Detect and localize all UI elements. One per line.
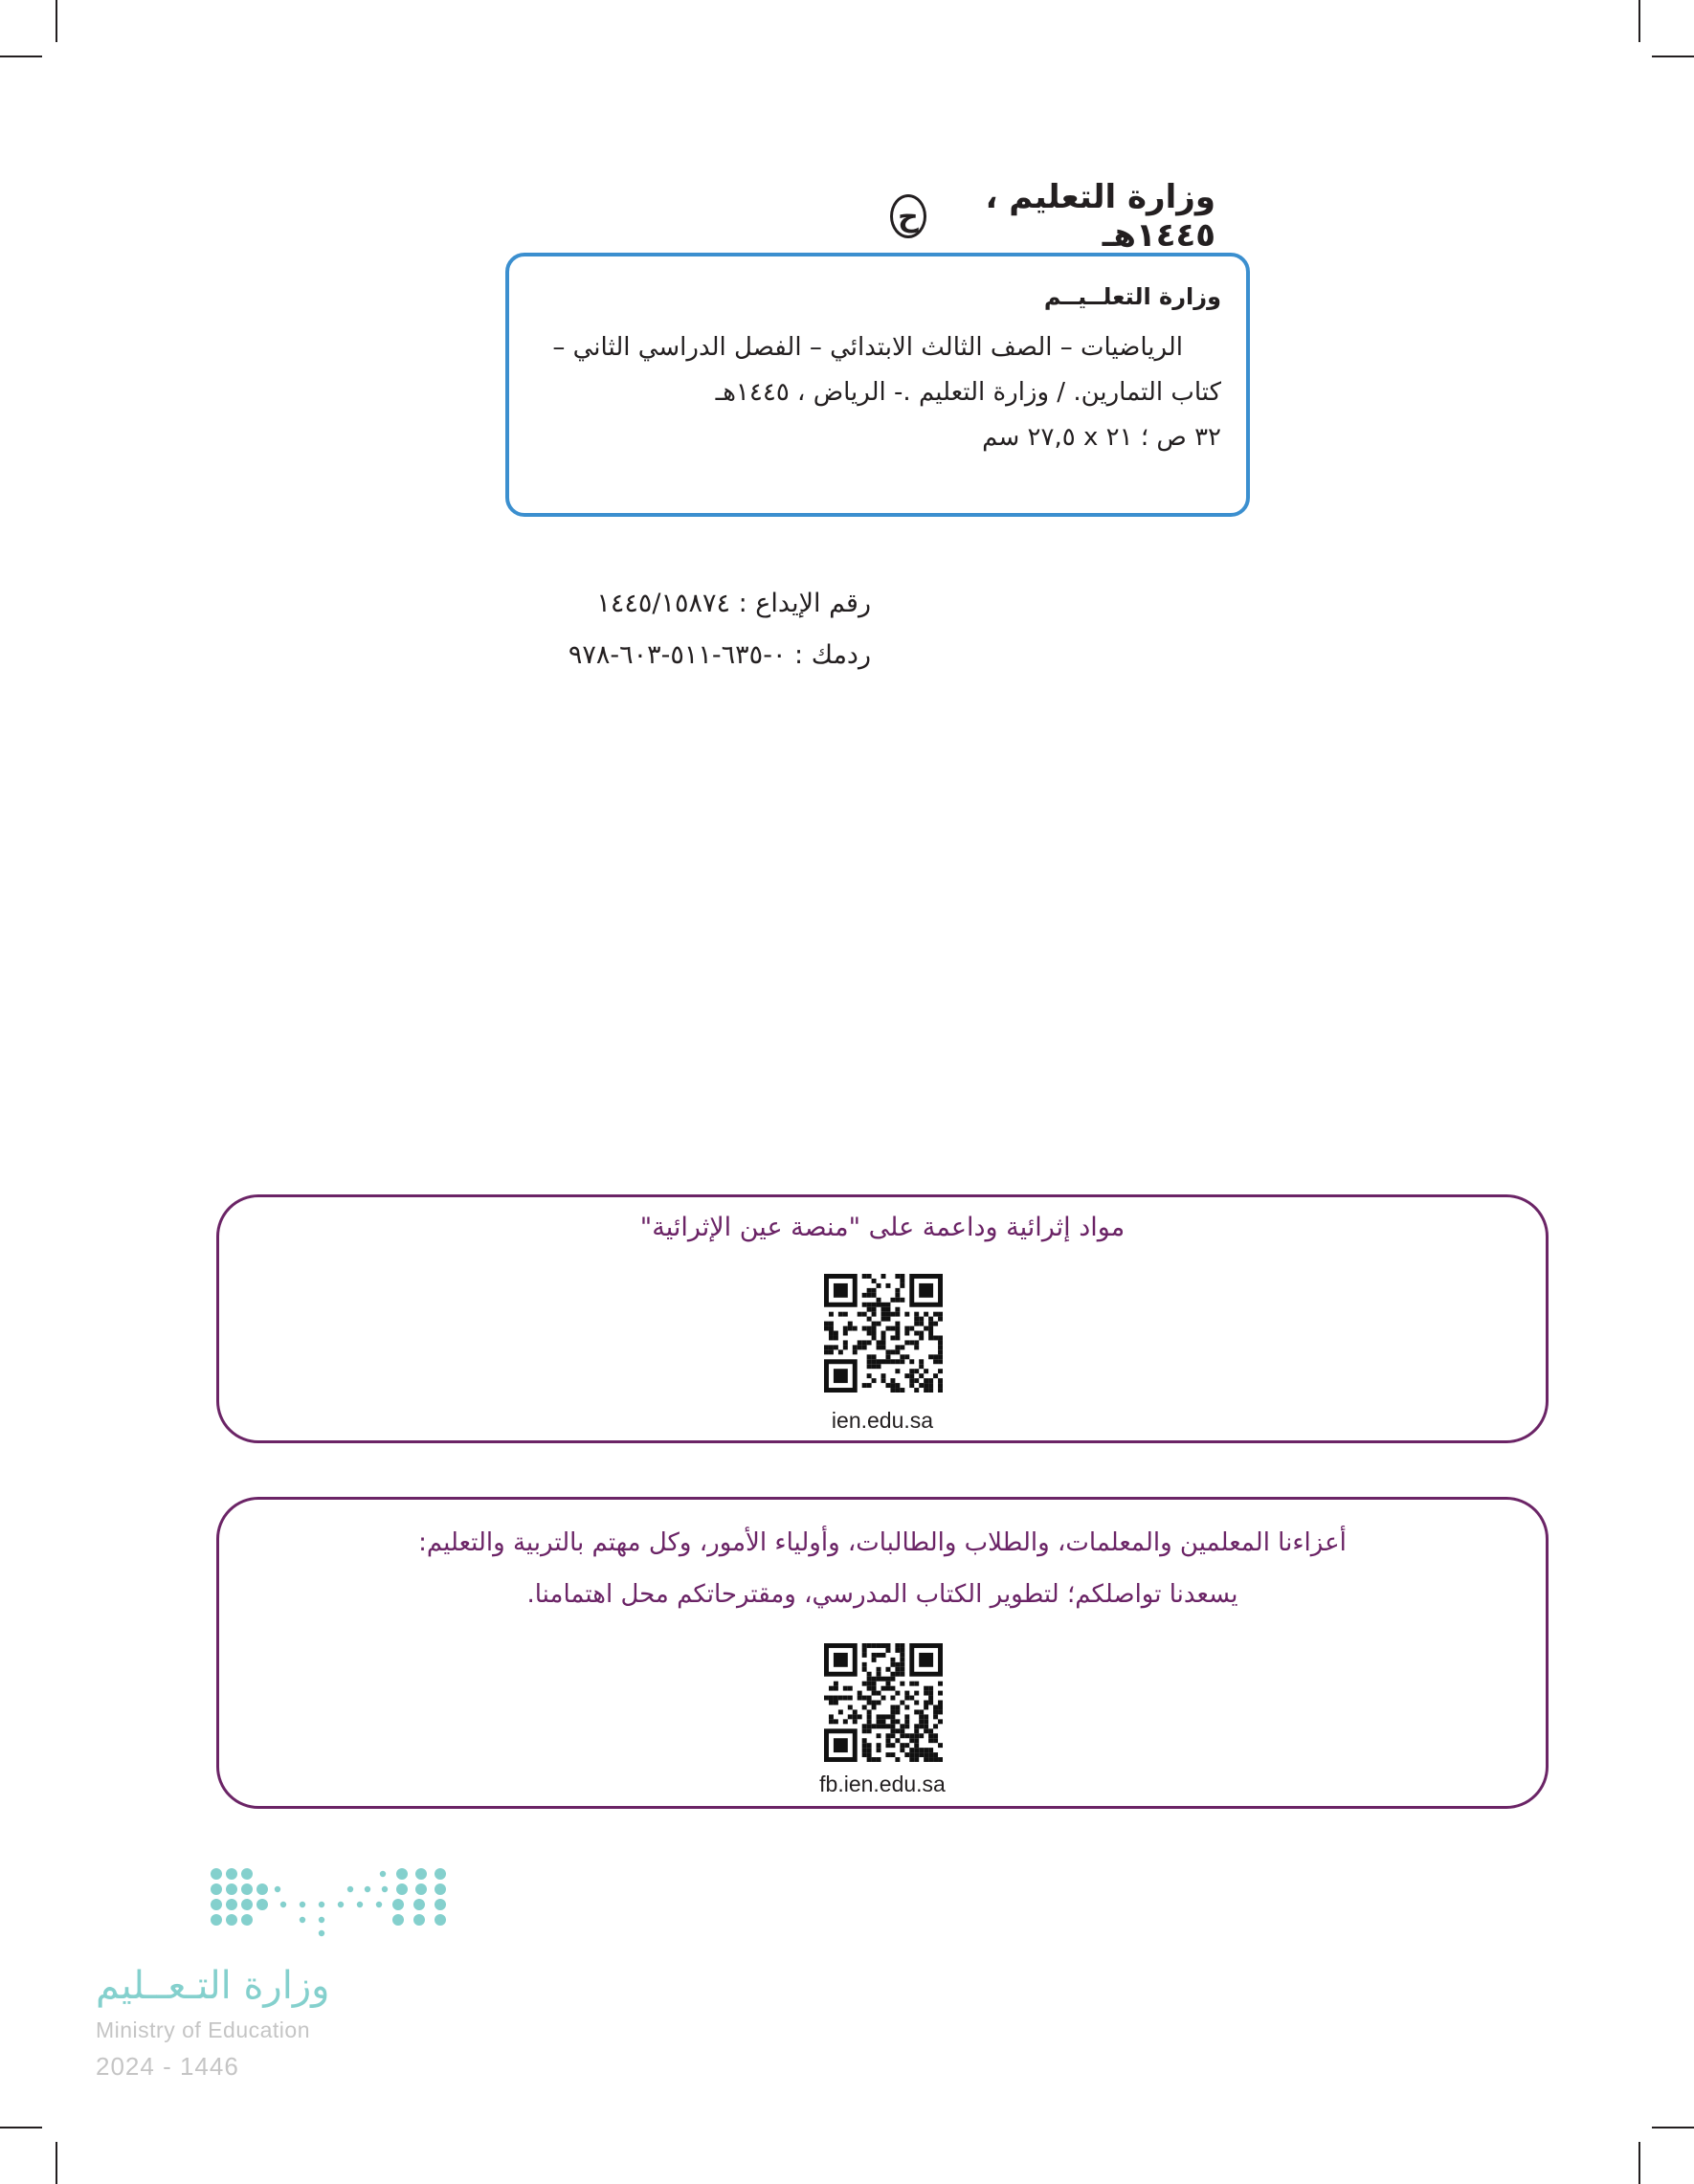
- cip-title: وزارة التعلــيــم: [1043, 283, 1221, 310]
- cataloguing-box: [505, 253, 1250, 517]
- logo-dot: [357, 1902, 363, 1907]
- qr-code-icon[interactable]: [824, 1274, 943, 1393]
- logo-dot: [211, 1899, 222, 1910]
- logo-dot: [226, 1868, 237, 1880]
- crop-mark: [1652, 56, 1694, 57]
- feedback-line-1: أعزاءنا المعلمين والمعلمات، والطلاب والطالبات، وأولياء الأمور، وكل مهتم بالتربية والتعليم:: [418, 1528, 1347, 1557]
- logo-dot: [435, 1899, 446, 1910]
- logo-dot: [396, 1883, 408, 1895]
- ministry-name-english: Ministry of Education: [96, 2017, 310, 2042]
- logo-dot: [415, 1883, 427, 1895]
- logo-dot: [211, 1914, 222, 1926]
- enrichment-url[interactable]: ien.edu.sa: [831, 1408, 934, 1433]
- logo-dot: [241, 1868, 253, 1880]
- logo-dot: [300, 1917, 305, 1923]
- crop-mark: [1638, 2142, 1640, 2184]
- enrichment-heading: مواد إثرائية وداعمة على "منصة عين الإثرائية": [639, 1213, 1126, 1242]
- crop-mark: [0, 56, 42, 57]
- logo-dot: [275, 1886, 280, 1892]
- ministry-name-arabic: وزارة التـعــليم: [96, 1964, 330, 2008]
- cip-line: كتاب التمارين. / وزارة التعليم .- الرياض ، ١٤٤٥هـ: [715, 378, 1221, 407]
- logo-dot: [280, 1902, 286, 1907]
- logo-dot: [382, 1886, 388, 1892]
- logo-dot: [319, 1930, 324, 1936]
- deposit-number: رقم الإيداع : ١٤٤٥/١٥٨٧٤: [596, 589, 871, 618]
- logo-dot: [241, 1899, 253, 1910]
- copyright-symbol: ح: [890, 194, 926, 238]
- cip-line: الرياضيات – الصف الثالث الابتدائي – الفصل الدراسي الثاني –: [552, 333, 1183, 362]
- deposit-info: [517, 578, 871, 681]
- logo-dot: [392, 1899, 404, 1910]
- logo-dot: [256, 1899, 268, 1910]
- logo-dot: [226, 1914, 237, 1926]
- logo-dot: [396, 1868, 408, 1880]
- logo-dot: [241, 1914, 253, 1926]
- logo-dot: [435, 1883, 446, 1895]
- ministry-logo-dots-icon: [207, 1866, 456, 1943]
- logo-dot: [380, 1871, 386, 1877]
- logo-dot: [338, 1902, 344, 1907]
- crop-mark: [1652, 2127, 1694, 2128]
- logo-dot: [226, 1899, 237, 1910]
- logo-dot: [319, 1902, 324, 1907]
- logo-dot: [241, 1883, 253, 1895]
- isbn-number: ردمك : ٠-٦٣٥-٥١١-٦٠٣-٩٧٨: [568, 640, 871, 670]
- logo-dot: [319, 1917, 324, 1923]
- copyright-notice: [890, 178, 1215, 255]
- logo-dot: [365, 1886, 370, 1892]
- logo-dot: [392, 1914, 404, 1926]
- feedback-line-2: يسعدنا تواصلكم؛ لتطوير الكتاب المدرسي، ومقترحاتكم محل اهتمامنا.: [526, 1580, 1238, 1609]
- feedback-panel: [216, 1497, 1549, 1809]
- edition-year: 2024 - 1446: [96, 2052, 239, 2081]
- logo-dot: [226, 1883, 237, 1895]
- logo-dot: [413, 1914, 425, 1926]
- logo-dot: [256, 1883, 268, 1895]
- crop-mark: [56, 2142, 57, 2184]
- cip-line: ٣٢ ص ؛ ٢١ x ٢٧,٥ سم: [982, 423, 1221, 452]
- logo-dot: [415, 1868, 427, 1880]
- crop-mark: [1638, 0, 1640, 42]
- logo-dot: [435, 1868, 446, 1880]
- logo-dot: [211, 1883, 222, 1895]
- enrichment-panel: [216, 1194, 1549, 1443]
- feedback-url[interactable]: fb.ien.edu.sa: [819, 1772, 946, 1796]
- logo-dot: [435, 1914, 446, 1926]
- crop-mark: [56, 0, 57, 42]
- logo-dot: [413, 1899, 425, 1910]
- logo-dot: [376, 1902, 382, 1907]
- logo-dot: [211, 1868, 222, 1880]
- qr-code-icon[interactable]: [824, 1643, 943, 1762]
- logo-dot: [347, 1886, 353, 1892]
- crop-mark: [0, 2127, 42, 2128]
- logo-dot: [300, 1902, 305, 1907]
- copyright-text: وزارة التعليم ، ١٤٤٥هـ: [985, 178, 1215, 255]
